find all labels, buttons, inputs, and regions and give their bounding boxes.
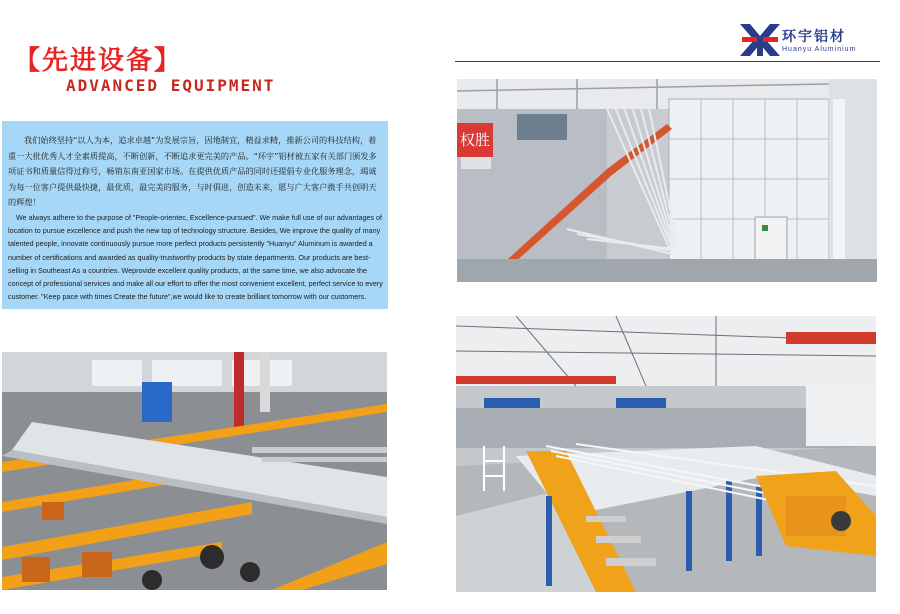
page-title-en: ADVANCED EQUIPMENT <box>66 76 276 95</box>
logo-name-en: Huanyu Aluminium <box>782 46 857 53</box>
intro-paragraph-cn: 我们始终坚持“以人为本，追求卓越”为发展宗旨，因地制宜，精益求精，推新公司的科技结构，着重一大批优秀人才全素质提高，不断创新，不断追求更完美的产品。“环宇”铝材被五家有关部门颁发多项证书和质量信得过称号，畅销东南亚国家市场。在提供优质产品的同时还提倡专业化服务理念，竭诚为每一位客户提供最快捷，最优质，最完美的服务，与时俱进，创造未来，愿与广大客户携手共创明天的辉煌！ <box>8 135 377 207</box>
photo-spray-coating-line <box>457 79 877 282</box>
photo-workshop-conveyor <box>456 316 876 592</box>
logo-name-cn: 环宇铝材 <box>782 29 846 45</box>
photo-extrusion-runout-table <box>2 352 387 590</box>
header-divider <box>455 61 880 62</box>
photo1-sign-text: 权胜 <box>460 131 491 149</box>
intro-paragraph-en: We always adhere to the purpose of "People-orientec, Excellence-pursued". We make full use of our advantages of location to pursue excellence and push the new top of technology structure. Besides, We improve the quality of many talented people, innovate continuously pursue more perfect products persistently "Huanyu" Aluminum is awarded a number of certifications and awarded as quality-trustworthy products by state departments. Our products are best-selling in Southeast As a countries. Weprovide excellent quality products, at the same time, we also advocate the concept of professional services and make all our effort to offer the most convenient excellent, perfect service to every customer. "Keep pace with times Create the future",we would like to create brilliant tomorrow with our customers. <box>8 213 383 302</box>
page-title-cn: 【先进设备】 <box>14 46 183 76</box>
company-logo <box>738 22 888 62</box>
intro-text-box <box>2 121 388 309</box>
huanyu-logo-icon <box>738 22 782 58</box>
